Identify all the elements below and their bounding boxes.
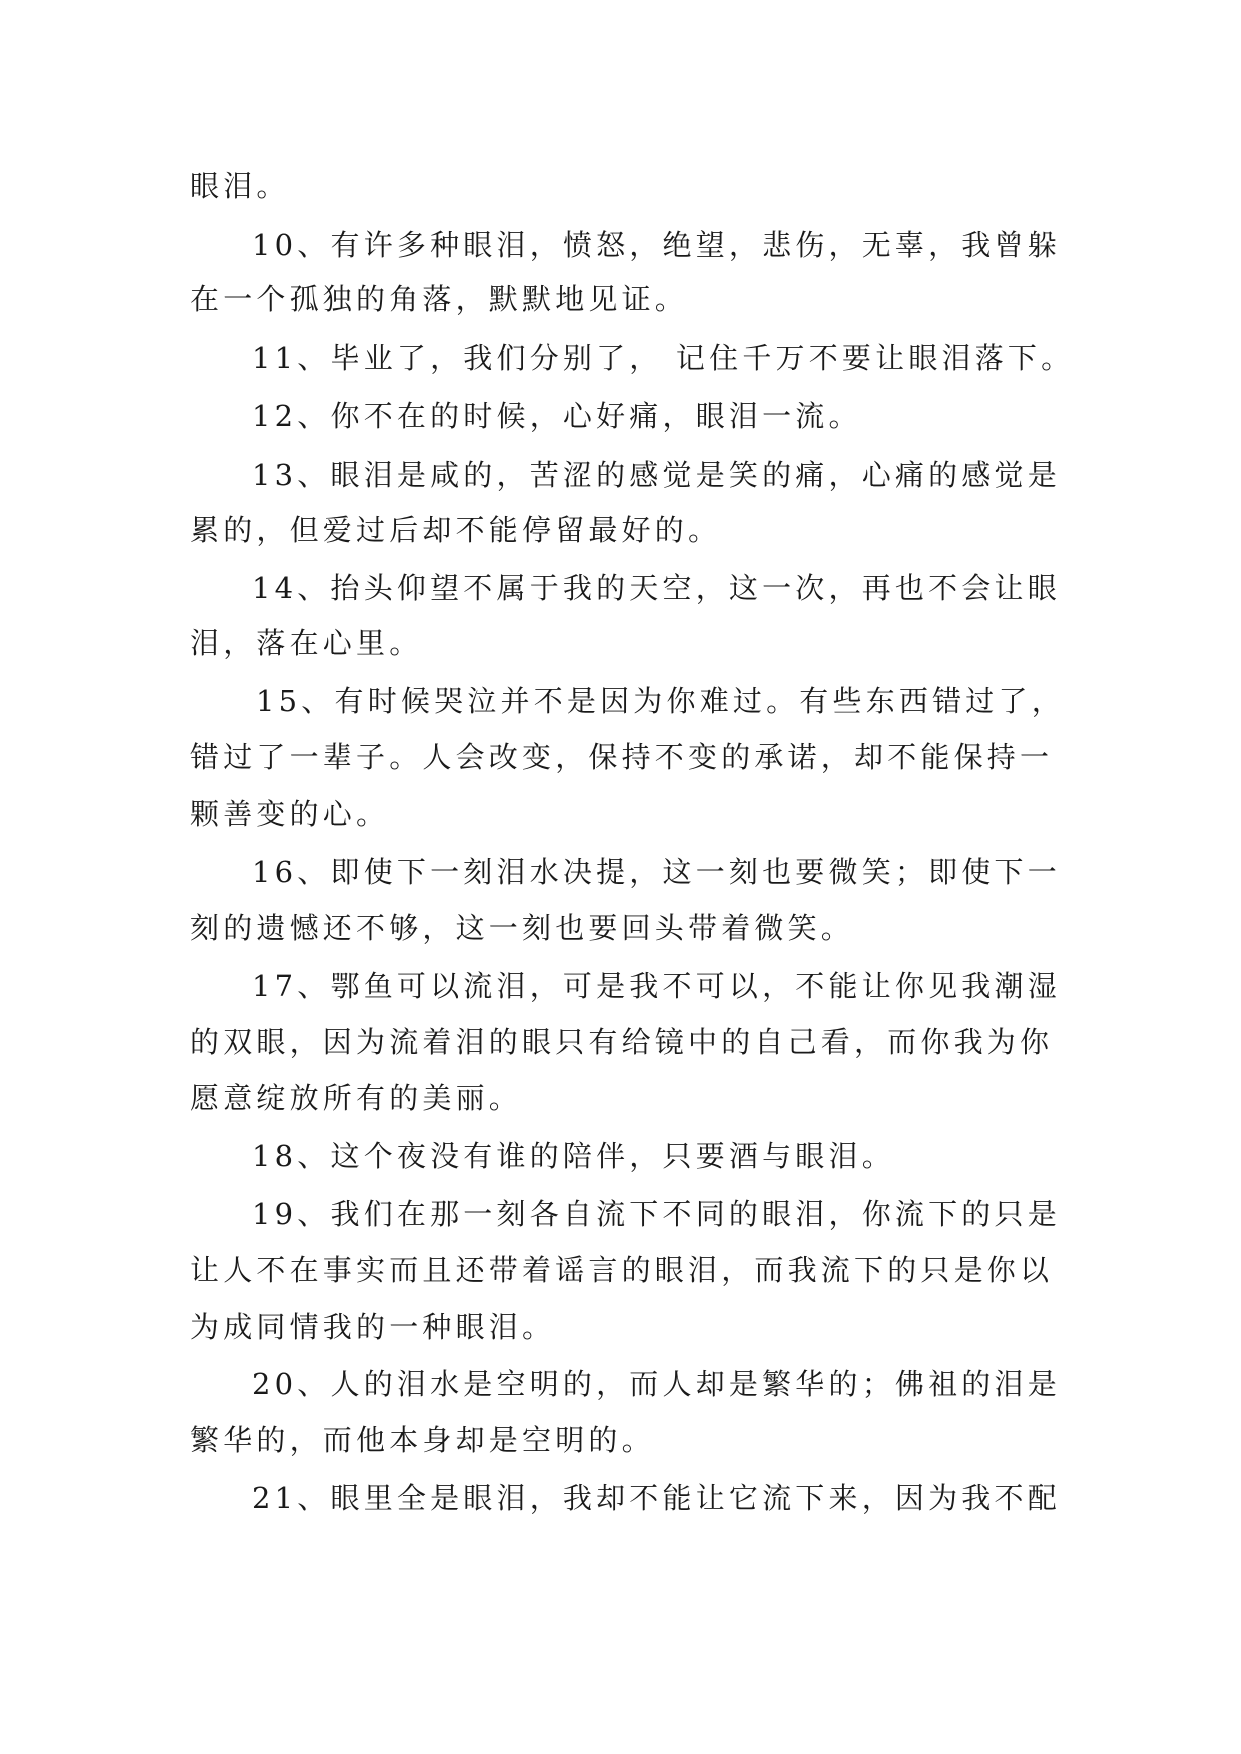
text-line: 颗善变的心。 xyxy=(190,797,390,831)
text-line: 在一个孤独的角落，默默地见证。 xyxy=(190,282,689,316)
text-line: 的双眼，因为流着泪的眼只有给镜中的自己看，而你我为你 xyxy=(190,1025,1054,1059)
text-line: 错过了一辈子。人会改变，保持不变的承诺，却不能保持一 xyxy=(190,740,1054,774)
text-line: 泪，落在心里。 xyxy=(190,626,423,660)
text-line: 刻的遗憾还不够，这一刻也要回头带着微笑。 xyxy=(190,911,855,945)
text-line: 11、毕业了，我们分别了， 记住千万不要让眼泪落下。 xyxy=(252,341,1075,375)
text-line: 10、有许多种眼泪，愤怒，绝望，悲伤，无辜，我曾躲 xyxy=(252,228,1061,262)
text-line: 17、鄂鱼可以流泪，可是我不可以，不能让你见我潮湿 xyxy=(252,969,1061,1003)
text-line: 12、你不在的时候，心好痛，眼泪一流。 xyxy=(252,399,862,433)
text-line: 眼泪。 xyxy=(190,169,290,203)
text-line: 15、有时候哭泣并不是因为你难过。有些东西错过了， xyxy=(256,684,1065,718)
text-line: 21、眼里全是眼泪，我却不能让它流下来，因为我不配 xyxy=(252,1481,1061,1515)
text-line: 愿意绽放所有的美丽。 xyxy=(190,1081,523,1115)
text-line: 让人不在事实而且还带着谣言的眼泪，而我流下的只是你以 xyxy=(190,1253,1054,1287)
text-line: 累的，但爱过后却不能停留最好的。 xyxy=(190,513,722,547)
text-line: 繁华的，而他本身却是空明的。 xyxy=(190,1423,655,1457)
text-line: 18、这个夜没有谁的陪伴，只要酒与眼泪。 xyxy=(252,1139,895,1173)
text-line: 13、眼泪是咸的，苦涩的感觉是笑的痛，心痛的感觉是 xyxy=(252,458,1061,492)
text-line: 16、即使下一刻泪水决提，这一刻也要微笑；即使下一 xyxy=(252,855,1061,889)
text-line: 14、抬头仰望不属于我的天空，这一次，再也不会让眼 xyxy=(252,571,1061,605)
text-line: 19、我们在那一刻各自流下不同的眼泪，你流下的只是 xyxy=(252,1197,1061,1231)
text-line: 20、人的泪水是空明的，而人却是繁华的；佛祖的泪是 xyxy=(252,1367,1061,1401)
text-line: 为成同情我的一种眼泪。 xyxy=(190,1310,556,1344)
